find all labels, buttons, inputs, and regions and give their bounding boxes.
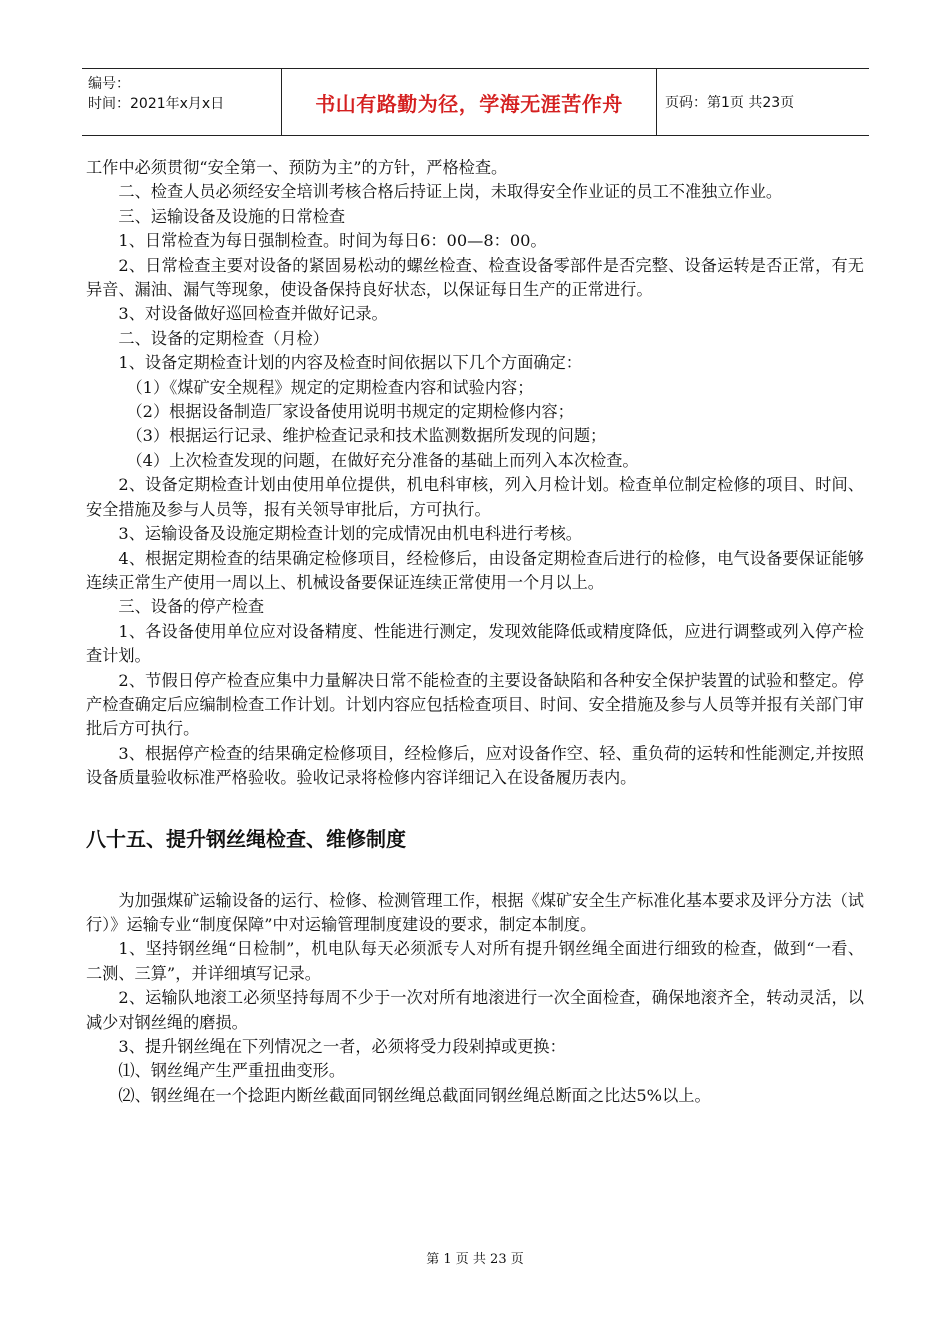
body-paragraph: 工作中必须贯彻“安全第一、预防为主”的方针，严格检查。 [86,158,508,177]
body-paragraph: ⑵、钢丝绳在一个捻距内断丝截面同钢丝绳总截面同钢丝绳总断面之比达5%以上。 [118,1085,711,1105]
body-paragraph: 1、坚持钢丝绳“日检制”，机电队每天必须派专人对所有提升钢丝绳全面进行细致的检查，做到“一看、二测、三算”，并详细填写记录。 [86,939,864,983]
body-paragraph: 2、设备定期检查计划由使用单位提供，机电科审核，列入月检计划。检查单位制定检修的项目、时间、安全措施及参与人员等，报有关领导审批后，方可执行。 [86,475,864,519]
body-paragraph: 2、节假日停产检查应集中力量解决日常不能检查的主要设备缺陷和各种安全保护装置的试验和整定。停产检查确定后应编制检查工作计划。计划内容应包括检查项目、时间、安全措施及参与人员等并报有关部门审批后方可执行。 [86,670,864,739]
section-heading: 八十五、提升钢丝绳检查、维修制度 [86,826,406,851]
header-meta [82,69,282,135]
body-paragraph: 二、设备的定期检查（月检） [118,328,329,348]
page-header [82,68,869,136]
body-paragraph: 3、运输设备及设施定期检查计划的完成情况由机电科进行考核。 [118,524,582,544]
body-paragraph: 3、对设备做好巡回检查并做好记录。 [118,304,388,324]
body-paragraph: 二、检查人员必须经安全培训考核合格后持证上岗，未取得安全作业证的员工不准独立作业。 [118,182,783,202]
body-paragraph: 三、设备的停产检查 [118,597,265,617]
body-paragraph: （2）根据设备制造厂家设备使用说明书规定的定期检修内容； [126,402,574,422]
body-paragraph: （1）《煤矿安全规程》规定的定期检查内容和试验内容； [126,377,534,397]
document-number-label: 编号： [88,76,130,92]
body-paragraph: （4）上次检查发现的问题，在做好充分准备的基础上而列入本次检查。 [126,450,639,470]
document-body [86,156,864,1108]
body-paragraph: 为加强煤矿运输设备的运行、检修、检测管理工作，根据《煤矿安全生产标准化基本要求及评分方法（试行）》运输专业“制度保障”中对运输管理制度建设的要求，制定本制度。 [86,890,864,934]
page-footer: 第 1 页 共 23 页 [426,1252,524,1267]
body-paragraph: 3、提升钢丝绳在下列情况之一者，必须将受力段剁掉或更换： [118,1037,566,1056]
body-paragraph: （3）根据运行记录、维护检查记录和技术监测数据所发现的问题； [126,426,607,446]
body-paragraph: ⑴、钢丝绳产生严重扭曲变形。 [118,1061,346,1081]
body-paragraph: 2、日常检查主要对设备的紧固易松动的螺丝检查、检查设备零部件是否完整、设备运转是否正常，有无异音、漏油、漏气等现象，使设备保持良好状态，以保证每日生产的正常进行。 [86,255,864,300]
body-section-a [86,156,864,791]
body-section-b [86,889,864,1109]
header-page-number: 页码：第1页 共23页 [665,95,795,111]
body-paragraph: 2、运输队地滚工必须坚持每周不少于一次对所有地滚进行一次全面检查，确保地滚齐全，转动灵活，以减少对钢丝绳的磨损。 [86,988,864,1032]
body-paragraph: 4、根据定期检查的结果确定检修项目，经检修后，由设备定期检查后进行的检修，电气设备要保证能够连续正常生产使用一周以上、机械设备要保证连续正常使用一个月以上。 [86,548,864,592]
body-paragraph: 3、根据停产检查的结果确定检修项目，经检修后，应对设备作空、轻、重负荷的运转和性能测定,并按照设备质量验收标准严格验收。验收记录将检修内容详细记入在设备履历表内。 [86,743,864,788]
body-paragraph: 1、各设备使用单位应对设备精度、性能进行测定，发现效能降低或精度降低，应进行调整或列入停产检查计划。 [86,621,864,666]
body-paragraph: 1、设备定期检查计划的内容及检查时间依据以下几个方面确定： [118,353,582,373]
body-paragraph: 1、日常检查为每日强制检查。时间为每日6：00—8：00。 [118,231,547,251]
body-paragraph: 三、运输设备及设施的日常检查 [118,206,346,226]
header-motto: 书山有路勤为径，学海无涯苦作舟 [282,69,657,135]
document-date-label: 时间：2021年x月x日 [88,96,225,112]
